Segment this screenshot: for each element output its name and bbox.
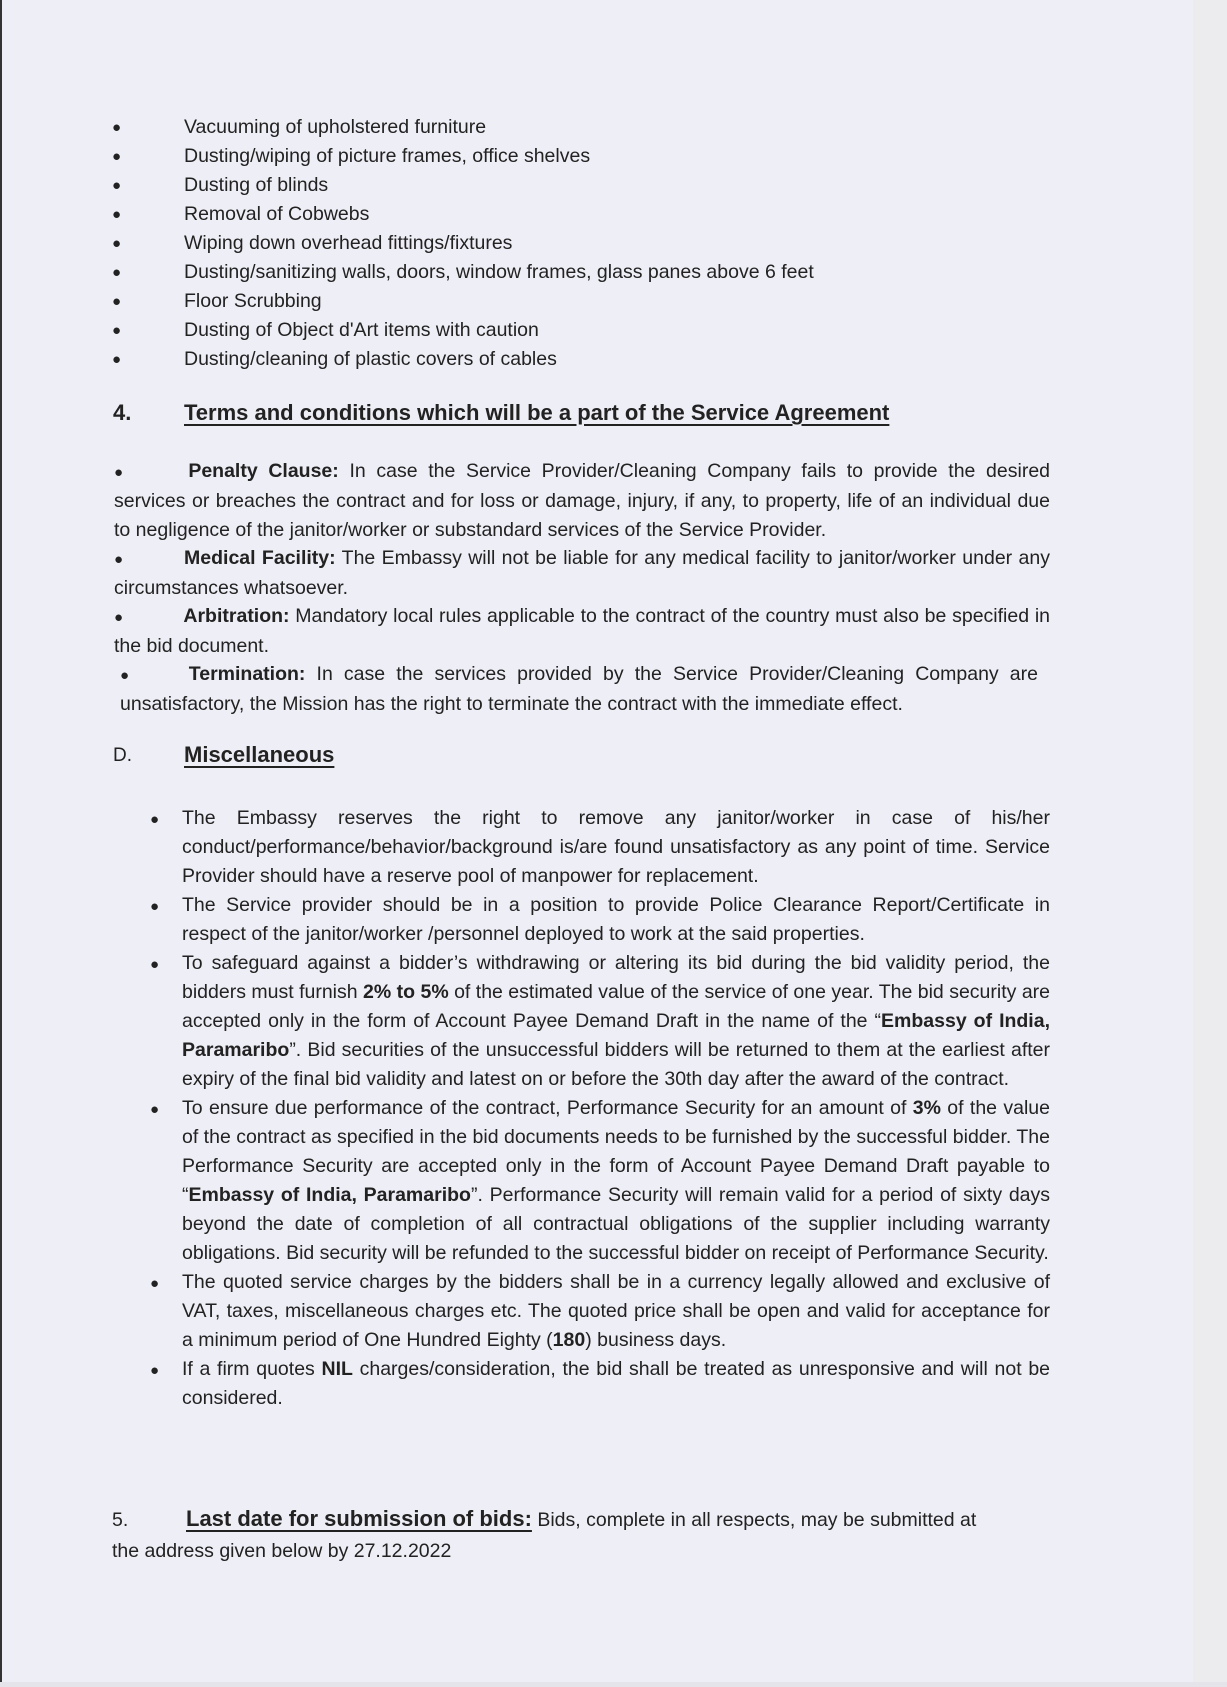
miscellaneous-list <box>150 804 1050 1413</box>
bullet-icon: ● <box>120 667 135 684</box>
scan-margin <box>1193 0 1227 1687</box>
list-item: ● Dusting of blinds <box>112 171 1012 200</box>
bullet-icon: ● <box>112 148 122 165</box>
list-item: ● The Embassy reserves the right to remove any janitor/worker in case of his/her conduct/performance/behavior/background is/are found unsatisfactory as any point of time. Service Provider should have a reserve pool of manpower for replacement. <box>150 804 1050 891</box>
list-item: ● To ensure due performance of the contract, Performance Security for an amount of 3% of the value of the contract as specified in the bid documents needs to be furnished by the successful bidder. The Performance Security are accepted only in the form of Account Payee Demand Draft payable to “Embassy of India, Paramaribo”. Performance Security will remain valid for a period of sixty days beyond the date of completion of all contractual obligations of the supplier including warranty obligations. Bid security will be refunded to the successful bidder on receipt of Performance Security. <box>150 1094 1050 1268</box>
list-item: ● If a firm quotes NIL charges/consideration, the bid shall be treated as unresponsive and will not be considered. <box>150 1355 1050 1413</box>
bullet-icon: ● <box>112 206 122 223</box>
list-item: ● Removal of Cobwebs <box>112 200 1012 229</box>
bullet-icon: ● <box>150 1362 160 1379</box>
bullet-icon: ● <box>150 898 160 915</box>
clause-medical-facility: ● Medical Facility: The Embassy will not be liable for any medical facility to janitor/worker under any circumstances whatsoever. <box>114 547 1050 599</box>
bullet-icon: ● <box>150 811 160 828</box>
section-5-number: 5. <box>112 1509 129 1531</box>
section-4-number: 4. <box>113 400 132 425</box>
submission-deadline-text: the address given below by 27.12.2022 <box>112 1540 452 1562</box>
scan-bottom-edge <box>0 1682 1227 1687</box>
bullet-icon: ● <box>112 264 122 281</box>
bullet-icon: ● <box>114 464 129 481</box>
list-item: ● Wiping down overhead fittings/fixtures <box>112 229 1012 258</box>
list-item: ● Vacuuming of upholstered furniture <box>112 113 1012 142</box>
list-item: ● Dusting of Object d'Art items with caution <box>112 316 1012 345</box>
list-item: ● The Service provider should be in a position to provide Police Clearance Report/Certificate in respect of the janitor/worker /personnel deployed to work at the said properties. <box>150 891 1050 949</box>
list-item: ● Dusting/sanitizing walls, doors, window frames, glass panes above 6 feet <box>112 258 1012 287</box>
list-item: ● Dusting/wiping of picture frames, office shelves <box>112 142 1012 171</box>
bullet-icon: ● <box>112 235 122 252</box>
section-d-title: Miscellaneous <box>184 742 335 767</box>
list-item: ● Floor Scrubbing <box>112 287 1012 316</box>
clause-termination: ● Termination: In case the services provided by the Service Provider/Cleaning Company are unsatisfactory, the Mission has the right to terminate the contract with the immediate effect. <box>120 663 1038 715</box>
bullet-icon: ● <box>150 956 160 973</box>
clause-arbitration: ● Arbitration: Mandatory local rules applicable to the contract of the country must also be specified in the bid document. <box>114 605 1050 657</box>
section-4-title: Terms and conditions which will be a part of the Service Agreement <box>184 400 890 425</box>
section-5: 5. Last date for submission of bids: Bids, complete in all respects, may be submitted at the address given below by 27.12.2022 <box>112 1504 1052 1566</box>
section-d-letter: D. <box>113 745 132 766</box>
cleaning-task-list <box>112 113 1012 374</box>
list-item: ● The quoted service charges by the bidders shall be in a currency legally allowed and exclusive of VAT, taxes, miscellaneous charges etc. The quoted price shall be open and valid for acceptance for a minimum period of One Hundred Eighty (180) business days. <box>150 1268 1050 1355</box>
clause-penalty: ● Penalty Clause: In case the Service Provider/Cleaning Company fails to provide the desired services or breaches the contract and for loss or damage, injury, if any, to property, life of an individual due to negligence of the janitor/worker or substandard services of the Service Provider. <box>114 460 1051 541</box>
bullet-icon: ● <box>112 177 122 194</box>
bullet-icon: ● <box>112 119 122 136</box>
bullet-icon: ● <box>112 351 122 368</box>
bullet-icon: ● <box>150 1275 160 1292</box>
bullet-icon: ● <box>112 293 122 310</box>
bullet-icon: ● <box>114 551 125 568</box>
bullet-icon: ● <box>112 322 122 339</box>
bullet-icon: ● <box>114 609 124 626</box>
list-item: ● To safeguard against a bidder’s withdrawing or altering its bid during the bid validity period, the bidders must furnish 2% to 5% of the estimated value of the service of one year. The bid security are accepted only in the form of Account Payee Demand Draft in the name of the “Embassy of India, Paramaribo”. Bid securities of the unsuccessful bidders will be returned to them at the earliest after expiry of the final bid validity and latest on or before the 30th day after the award of the contract. <box>150 949 1050 1094</box>
list-item: ● Dusting/cleaning of plastic covers of cables <box>112 345 1012 374</box>
section-5-title: Last date for submission of bids: <box>186 1506 532 1531</box>
bullet-icon: ● <box>150 1101 160 1118</box>
